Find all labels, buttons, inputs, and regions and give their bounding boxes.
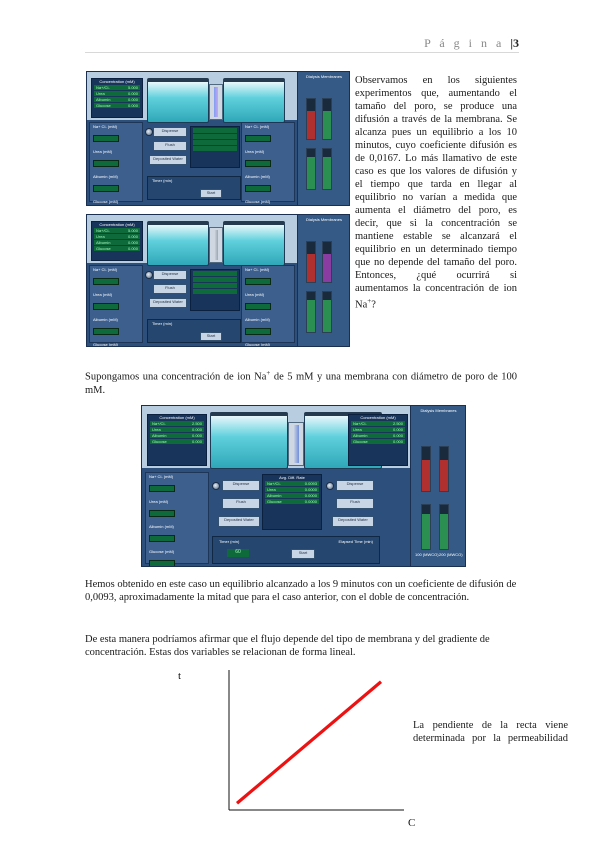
deposited-water-button-right[interactable]: Deposited Water (332, 516, 374, 527)
timer-panel: Timer (min) Elapsed Time (min) 60 Start (212, 536, 380, 564)
flush-button-left[interactable]: Flush (153, 284, 187, 294)
page-separator: | (510, 36, 513, 50)
left-concentration-table: Concentration (mM) Na+/Cl- 5.000 Urea 0.000 Albumin 0.000 Glucose 0.000 (91, 221, 143, 261)
series-line-0 (237, 682, 381, 804)
start-button[interactable]: Start (200, 332, 222, 341)
left-beaker (147, 78, 209, 123)
flush-button-left[interactable]: Flush (153, 141, 187, 151)
avg-rate-table: Avg. Diff. Rate Na+/Cl- 0.0093 Urea 0.0000 Albumin 0.0000 Glucose 0.0000 (262, 474, 322, 530)
dialysis-membranes-panel: Dialysis Membranes (297, 215, 350, 346)
paragraph-1: Supongamos una concentración de ion Na+ de 5 mM y una membrana con diámetro de poro de 100 mM. (85, 369, 518, 396)
left-beaker (210, 412, 288, 469)
dispense-knob-right[interactable] (326, 482, 334, 490)
dispense-knob[interactable] (145, 128, 153, 136)
membrane-holder (209, 227, 223, 263)
paragraph-3: De esta manera podríamos afirmar que el flujo depende del tipo de membrana y del gradiente de concentración. Estas dos variables se relacionan de forma lineal. (85, 634, 490, 658)
left-concentration-table: Concentration (mM) Na+/Cl- 5.000 Urea 0.000 Albumin 0.000 Glucose 0.000 (91, 78, 143, 118)
deposited-water-button-left[interactable]: Deposited Water (218, 516, 260, 527)
left-controls: Na+ Cl- (mM) Urea (mM) Albumin (mM) Glucose (mM) (145, 472, 209, 564)
deposited-water-button-left[interactable]: Deposited Water (149, 298, 187, 308)
membrane-holder (288, 422, 304, 466)
page-header (424, 36, 519, 51)
deposited-water-button-left[interactable]: Deposited Water (149, 155, 187, 165)
dispense-button-left[interactable]: Dispense (222, 480, 260, 491)
simulation-screenshot-3 (141, 405, 466, 567)
avg-rate-table (190, 269, 240, 311)
dispense-button-right[interactable]: Dispense (336, 480, 374, 491)
y-axis-label: t (178, 670, 182, 682)
left-concentration-table: Concentration (mM) Na+/Cl- 2.500 Urea 0.000 Albumin 0.000 Glucose 0.000 (147, 414, 207, 466)
timer-value: 60 (227, 549, 249, 557)
simulation-screenshot-2 (86, 214, 350, 347)
page-number: 3 (513, 36, 519, 50)
page-label: P á g i n a (424, 36, 505, 50)
header-divider (85, 52, 519, 53)
right-controls: Na+ Cl- (mM) Urea (mM) Albumin (mM) Glucose (mM) (241, 122, 295, 202)
dispense-knob[interactable] (212, 482, 220, 490)
right-beaker (223, 78, 285, 123)
dispense-button-left[interactable]: Dispense (153, 127, 187, 137)
timer-panel: Timer (min) Start (147, 319, 241, 343)
right-concentration-table: Concentration (mM) Na+/Cl- 2.500 Urea 0.000 Albumin 0.000 Glucose 0.000 (348, 414, 408, 466)
paragraph-2: Hemos obtenido en este caso un equilibrio alcanzado a los 9 minutos con un coeficiente de difusión de 0,0093, aproximadamente la mitad que para el caso anterior, con el doble de concentración. (85, 579, 517, 603)
simulation-screenshot-1 (86, 71, 350, 206)
x-axis-label: C (408, 817, 416, 829)
flush-button-right[interactable]: Flush (336, 498, 374, 509)
dispense-knob[interactable] (145, 271, 153, 279)
avg-rate-table (190, 126, 240, 168)
right-beaker (223, 221, 285, 266)
left-controls: Na+ Cl- (mM) Urea (mM) Albumin (mM) Glucose (mM) (89, 122, 143, 202)
membrane-holder (209, 84, 223, 120)
dispense-button-left[interactable]: Dispense (153, 270, 187, 280)
right-controls: Na+ Cl- (mM) Urea (mM) Albumin (mM) Glucose (mM) (241, 265, 295, 343)
left-controls: Na+ Cl- (mM) Urea (mM) Albumin (mM) Glucose (mM) (89, 265, 143, 343)
dialysis-membranes-panel: Dialysis Membranes (297, 72, 350, 205)
start-button[interactable]: Start (200, 189, 222, 198)
flush-button-left[interactable]: Flush (222, 498, 260, 509)
start-button[interactable]: Start (291, 549, 315, 559)
chart-note: La pendiente de la recta viene determinada por la permeabilidad (413, 720, 568, 744)
right-paragraph: Observamos en los siguientes experimentos que, aumentando el tamaño del poro, se produce una difusión a través de la membrana. Se alcanza pues un equilibrio a los 10 minutos, cuyo coeficiente difusión es de 0,0167. Lo más llamativo de este caso es que los valores de difusión y el tiempo que tarda en llegar al equilibrio no varían a medida que aumenta el diámetro del poro, es decir, que si la concentración se mantiene estable se alcanzará el equilibrio en un determinado tiempo que no depende del tamaño del poro. Entonces, ¿qué ocurrirá si aumentamos la concentración de ion Na+? (355, 75, 517, 311)
timer-panel: Timer (min) Start (147, 176, 241, 200)
line-chart (170, 665, 420, 830)
left-beaker (147, 221, 209, 266)
dialysis-membranes-panel: Dialysis Membranes 100 (MWCO) 200 (MWCO) (410, 406, 466, 566)
